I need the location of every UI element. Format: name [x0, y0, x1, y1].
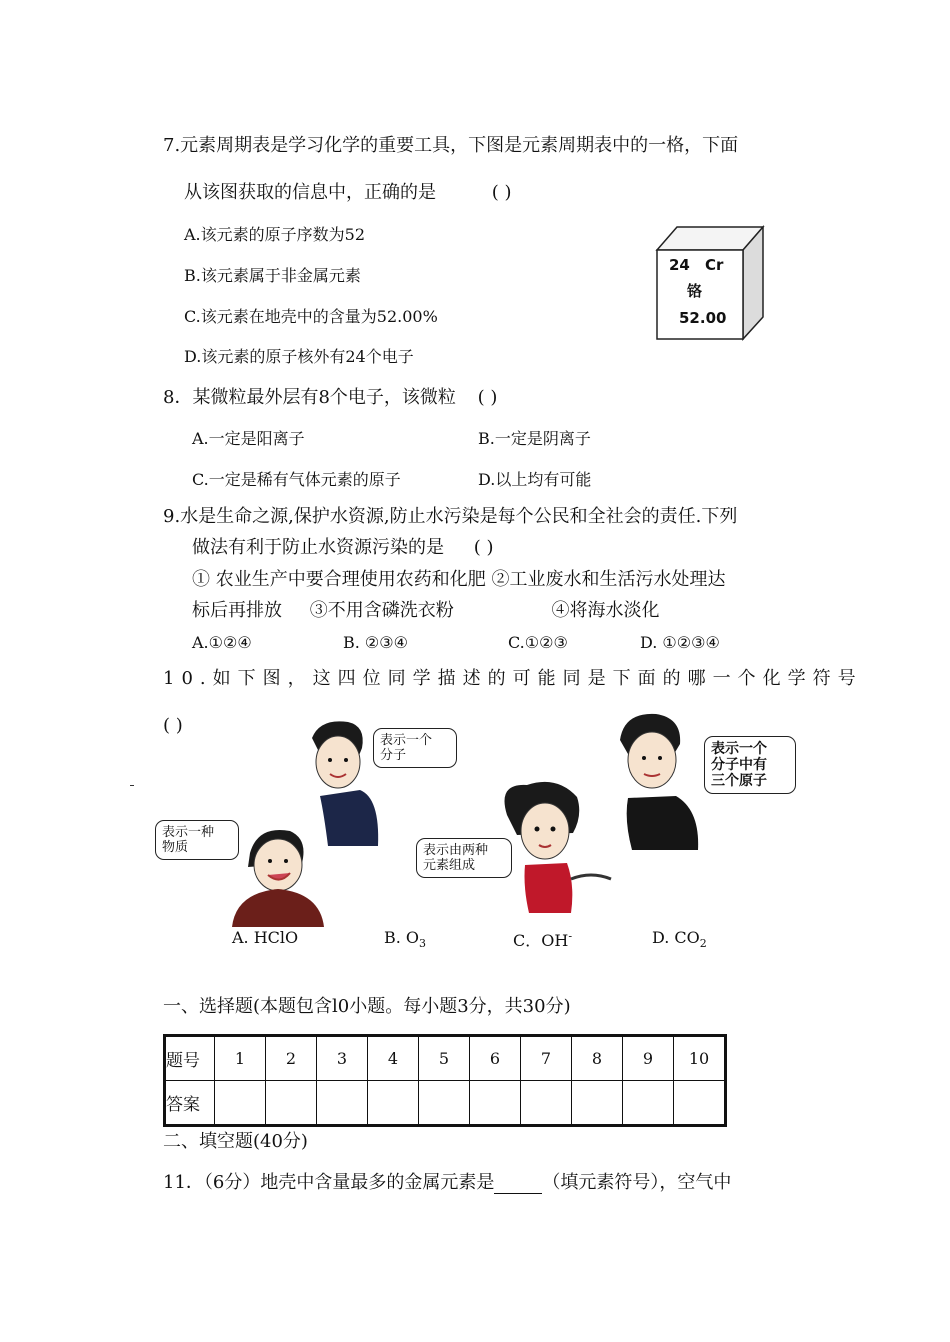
bubble-top-line1: 表示一个: [380, 733, 433, 748]
q8-stem-line: [163, 387, 497, 409]
answer-cell-1[interactable]: [215, 1081, 266, 1126]
q9-item-3: ③不用含磷洗衣粉: [309, 600, 454, 621]
table-row-numbers: [165, 1036, 726, 1081]
answer-cell-3[interactable]: [317, 1081, 368, 1126]
bubble-right-line3: 三个原子: [711, 773, 767, 789]
q9-items-line1: ① 农业生产中要合理使用农药和化肥 ②工业废水和生活污水处理达: [192, 569, 726, 590]
bubble-middle-line2: 元素组成: [423, 858, 476, 873]
bubble-right-line2: 分子中有: [711, 757, 767, 773]
bubble-left-line2: 物质: [162, 840, 189, 855]
answer-cell-8[interactable]: [572, 1081, 623, 1126]
q9-stem-line1: 9.水是生命之源,保护水资源,防止水污染是每个公民和全社会的责任.下列: [163, 506, 738, 527]
table-row-answers: [165, 1081, 726, 1126]
answer-table: [163, 1034, 727, 1127]
q7-option-a: A.该元素的原子序数为52: [184, 225, 366, 244]
q10-option-d-text: D. CO: [652, 928, 700, 947]
answer-cell-10[interactable]: [674, 1081, 726, 1126]
table-number-3: 3: [317, 1036, 368, 1081]
element-name: 铬: [687, 282, 703, 300]
bubble-middle-line1: 表示由两种: [423, 843, 489, 858]
q10-option-c: [513, 928, 572, 951]
q10-option-c-superscript: -: [568, 929, 573, 943]
q7-stem-line1: 7.元素周期表是学习化学的重要工具，下图是元素周期表中的一格，下面: [163, 135, 739, 156]
table-number-5: 5: [419, 1036, 470, 1081]
q7-answer-paren: ( ): [491, 182, 512, 203]
bubble-right-line1: 表示一个: [711, 741, 767, 757]
table-number-9: 9: [623, 1036, 674, 1081]
bubble-right: [704, 736, 796, 794]
q10-answer-paren: ( ): [163, 715, 183, 736]
element-atomic-number: 24: [669, 256, 690, 274]
table-number-7: 7: [521, 1036, 572, 1081]
q10-stem: 10.如下图，这四位同学描述的可能同是下面的哪一个化学符号: [163, 668, 863, 689]
element-symbol: Cr: [705, 256, 724, 274]
q8-option-c: C.一定是稀有气体元素的原子: [192, 470, 401, 489]
q8-option-a: A.一定是阳离子: [192, 429, 305, 448]
bubble-left: [155, 820, 239, 860]
element-mass: 52.00: [679, 309, 727, 327]
boy-left-figure: [228, 823, 328, 929]
table-number-4: 4: [368, 1036, 419, 1081]
q9-item-2-end: 标后再排放: [192, 600, 282, 621]
q9-option-a: A.①②④: [192, 633, 252, 652]
bubble-top: [373, 728, 457, 768]
q8-option-b: B.一定是阴离子: [478, 429, 591, 448]
q10-option-a: A. HClO: [232, 928, 299, 947]
table-number-2: 2: [266, 1036, 317, 1081]
element-cell-cube: [655, 225, 770, 347]
table-answer-label: 答案: [165, 1081, 215, 1126]
bubble-left-line1: 表示一种: [162, 825, 215, 840]
q10-option-b-text: B. O: [384, 928, 420, 947]
section1-title: 一、选择题(本题包含l0小题。每小题3分，共30分): [163, 996, 571, 1017]
q9-option-c: C.①②③: [508, 633, 568, 652]
q9-option-b: B. ②③④: [343, 633, 408, 652]
q10-option-c-text: C．OH: [513, 931, 569, 950]
table-number-1: 1: [215, 1036, 266, 1081]
q11-stem-b: （填元素符号），空气中: [542, 1172, 732, 1193]
q9-stem-text: 做法有利于防止水资源污染的是: [192, 537, 444, 558]
q7-stem-line2: [184, 182, 512, 204]
answer-cell-5[interactable]: [419, 1081, 470, 1126]
table-number-8: 8: [572, 1036, 623, 1081]
q8-option-d: D.以上均有可能: [478, 470, 592, 489]
q7-option-d: D.该元素的原子核外有24个电子: [184, 347, 414, 366]
q9-stem-line2: [192, 537, 494, 559]
answer-cell-7[interactable]: [521, 1081, 572, 1126]
answer-cell-9[interactable]: [623, 1081, 674, 1126]
q8-stem: 8．某微粒最外层有8个电子，该微粒: [163, 387, 456, 408]
table-header-label: 题号: [165, 1036, 215, 1081]
section2-title: 二、填空题(40分): [163, 1131, 308, 1152]
q9-option-d: D. ①②③④: [640, 633, 720, 652]
q10-option-d: [652, 928, 707, 950]
q11-stem: [163, 1172, 731, 1194]
q10-option-d-subscript: 2: [699, 937, 707, 951]
answer-cell-6[interactable]: [470, 1081, 521, 1126]
stray-mark: [130, 785, 134, 786]
q10-option-b: [384, 928, 426, 950]
q7-option-c: C.该元素在地壳中的含量为52.00%: [184, 307, 438, 326]
q9-answer-paren: ( ): [473, 537, 494, 558]
q7-option-b: B.该元素属于非金属元素: [184, 266, 361, 285]
bubble-middle: [416, 838, 512, 878]
answer-cell-2[interactable]: [266, 1081, 317, 1126]
q9-items-line2: [192, 600, 659, 622]
q9-item-4: ④将海水淡化: [551, 600, 660, 621]
table-number-10: 10: [674, 1036, 726, 1081]
boy-right-figure: [610, 710, 705, 852]
table-number-6: 6: [470, 1036, 521, 1081]
bubble-top-line2: 分子: [380, 748, 407, 763]
q8-answer-paren: ( ): [477, 387, 498, 408]
q10-option-b-subscript: 3: [419, 937, 427, 951]
q7-stem-text: 从该图获取的信息中，正确的是: [184, 182, 436, 203]
answer-cell-4[interactable]: [368, 1081, 419, 1126]
q11-blank-1[interactable]: [494, 1175, 542, 1194]
q11-stem-a: 11．（6分）地壳中含量最多的金属元素是: [163, 1172, 495, 1193]
